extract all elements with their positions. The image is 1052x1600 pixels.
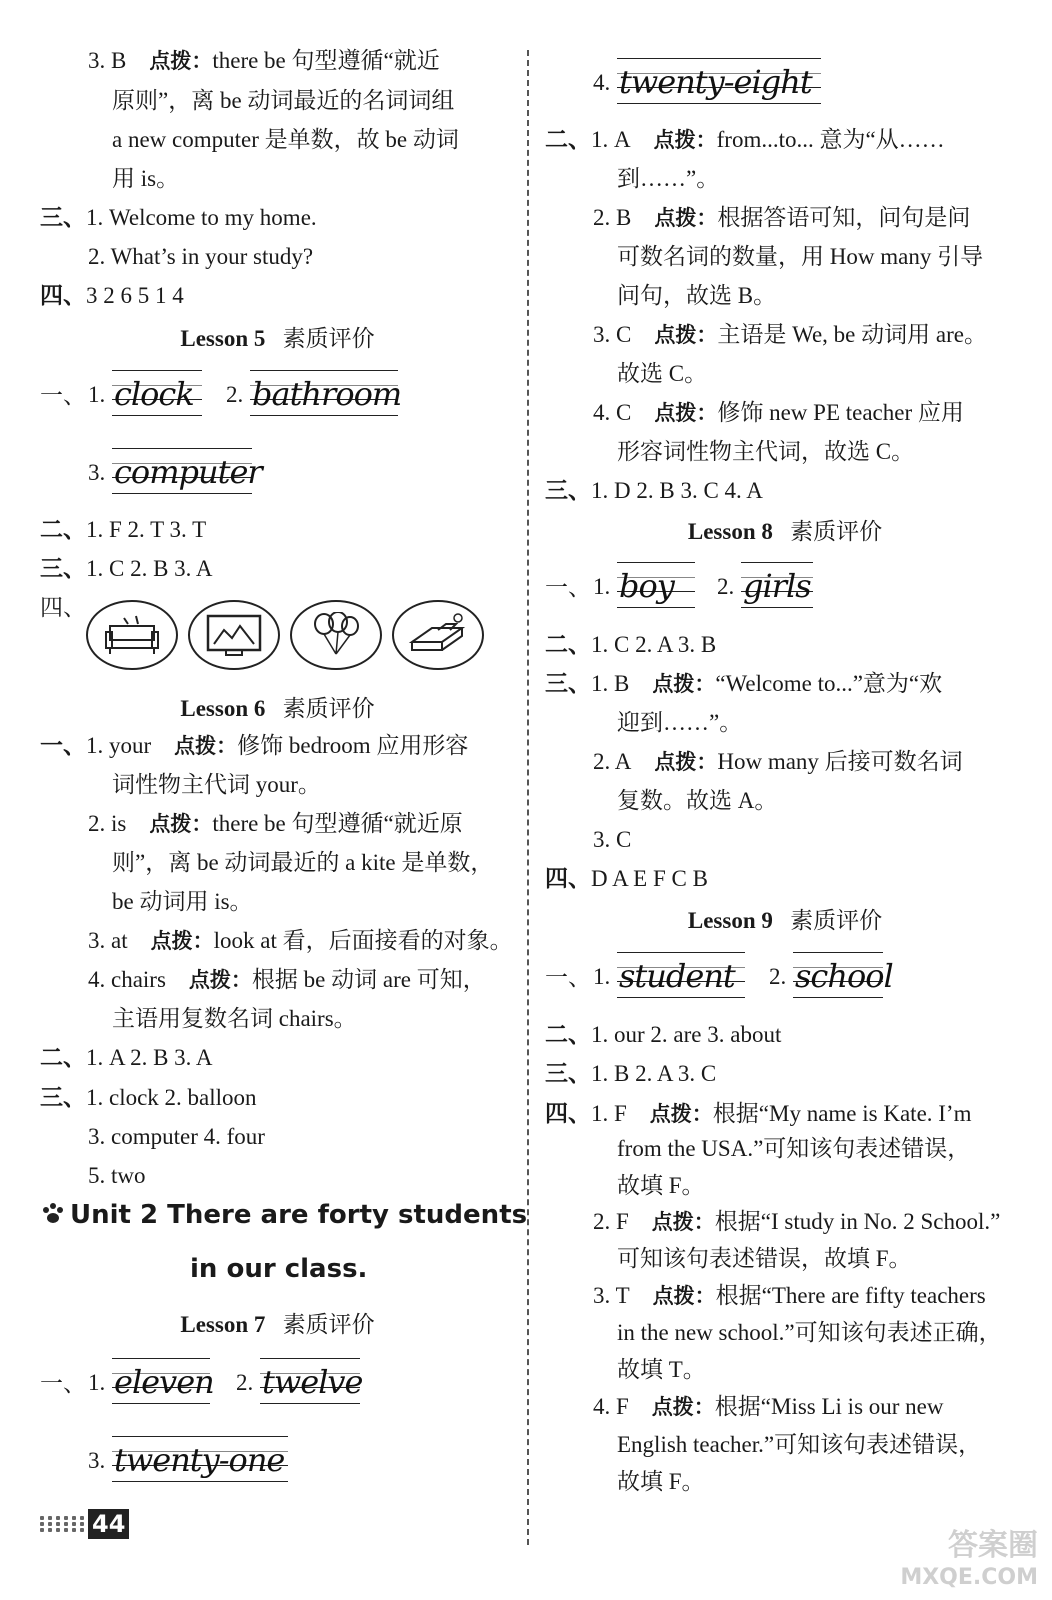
hint-keyword: 点拨： <box>652 1284 716 1308</box>
lesson-heading: Lesson 6 素质评价 <box>180 696 375 721</box>
answer-line: 故填 F。 <box>617 1173 705 1198</box>
answer-line: 故填 F。 <box>617 1469 705 1494</box>
tv-icon <box>188 600 280 670</box>
section-label: 三、 <box>545 671 591 696</box>
answer-line: 迎到……”。 <box>617 710 743 735</box>
answer-line: a new computer 是单数，故 be 动词 <box>112 127 459 152</box>
answer-line: 二、1. A 2. B 3. A <box>40 1045 213 1070</box>
answer-line: English teacher.”可知该句表述错误， <box>617 1432 982 1457</box>
hint-keyword: 点拨： <box>651 1210 715 1234</box>
answer-line: 则”，离 be 动词最近的 a kite 是单数， <box>112 850 494 875</box>
section-label: 一、 <box>40 1371 86 1396</box>
answer-line: 到……”。 <box>617 166 720 191</box>
hint-keyword: 点拨： <box>649 1102 713 1126</box>
answer-line: 三、1. C 2. B 3. A <box>40 556 213 581</box>
answer-line: 四、1. F 点拨：根据“My name is Kate. I’m <box>545 1101 972 1126</box>
answer-line: 2. A 点拨：How many 后接可数名词 <box>593 749 963 774</box>
section-label: 二、 <box>545 127 591 152</box>
bed-icon <box>392 600 484 670</box>
page-number: 44 <box>40 1508 129 1540</box>
answer-line: 二、1. A 点拨：from...to... 意为“从…… <box>545 127 945 152</box>
section-label: 四、 <box>545 1101 591 1126</box>
answer-line: 可数名词的数量，用 How many 引导 <box>617 244 984 269</box>
answer-line: 二、1. C 2. A 3. B <box>545 632 717 657</box>
hint-keyword: 点拨： <box>654 750 718 774</box>
section-label: 四、 <box>40 595 86 620</box>
answer-line: 3. C 点拨：主语是 We, be 动词用 are。 <box>593 322 987 347</box>
handwriting-answer: computer <box>112 448 252 494</box>
answer-line: 四、3 2 6 5 1 4 <box>40 283 184 308</box>
answer-line: 故填 T。 <box>617 1357 706 1382</box>
answer-line: 三、1. B 2. A 3. C <box>545 1061 717 1086</box>
dot-pattern <box>40 1516 86 1532</box>
answer-line: 2. is 点拨：there be 句型遵循“就近原 <box>88 811 463 836</box>
answer-line: in the new school.”可知该句表述正确， <box>617 1320 1002 1345</box>
answer-line: 用 is。 <box>112 166 180 191</box>
handwriting-answer: school <box>793 952 883 998</box>
lesson-heading: Lesson 9 素质评价 <box>687 908 883 933</box>
answer-line: 二、1. F 2. T 3. T <box>40 517 207 542</box>
answer-line: 4. C 点拨：修饰 new PE teacher 应用 <box>593 400 964 425</box>
hint-keyword: 点拨： <box>174 734 238 758</box>
section-label: 四、 <box>545 866 591 891</box>
answer-line: 形容词性物主代词，故选 C。 <box>617 439 915 464</box>
sofa-icon <box>86 600 178 670</box>
hint-keyword: 点拨： <box>654 206 718 230</box>
hint-keyword: 点拨： <box>150 929 214 953</box>
unit-title: in our class. <box>190 1254 368 1284</box>
section-label: 一、 <box>545 575 591 600</box>
answer-line: 三、1. B 点拨：“Welcome to...”意为“欢 <box>545 671 943 696</box>
handwriting-answer: twelve <box>260 1358 360 1404</box>
answer-line: 3. computer 4. four <box>88 1124 265 1149</box>
lesson-heading: Lesson 7 素质评价 <box>180 1312 375 1337</box>
answer-line: 原则”，离 be 动词最近的名词词组 <box>112 88 455 113</box>
lesson-heading: Lesson 5 素质评价 <box>180 326 375 351</box>
section-label: 三、 <box>40 1085 86 1110</box>
hint-keyword: 点拨： <box>149 812 213 836</box>
answer-line: 一、1. your 点拨：修饰 bedroom 应用形容 <box>40 733 469 758</box>
handwriting-answer: student <box>617 952 745 998</box>
unit-title: Unit 2 There are forty students <box>40 1200 527 1230</box>
answer-line: 3. at 点拨：look at 看，后面接看的对象。 <box>88 928 513 953</box>
answer-line: 2. B 点拨：根据答语可知，问句是问 <box>593 205 971 230</box>
watermark: 答案圈 MXQE.COM <box>900 1528 1038 1590</box>
answer-line: 2. What’s in your study? <box>88 244 314 269</box>
answer-line: 3. B 点拨：there be 句型遵循“就近 <box>88 48 440 73</box>
answer-line: 词性物主代词 your。 <box>112 772 321 797</box>
answer-line: 主语用复数名词 chairs。 <box>112 1006 357 1031</box>
answer-line: 2. F 点拨：根据“I study in No. 2 School.” <box>593 1209 1001 1234</box>
paw-icon <box>40 1202 66 1226</box>
answer-line: from the USA.”可知该句表述错误， <box>617 1136 971 1161</box>
section-label: 三、 <box>545 478 591 503</box>
section-label: 一、 <box>40 383 86 408</box>
handwriting-answer: eleven <box>112 1358 210 1404</box>
lesson-heading: Lesson 8 素质评价 <box>687 519 883 544</box>
hint-keyword: 点拨： <box>652 672 716 696</box>
answer-line: 三、1. Welcome to my home. <box>40 205 317 230</box>
section-label: 三、 <box>40 205 86 230</box>
section-label: 二、 <box>545 632 591 657</box>
section-label: 三、 <box>40 556 86 581</box>
handwriting-answer: twenty-one <box>112 1436 288 1482</box>
answer-line: 故选 C。 <box>617 361 708 386</box>
answer-line: 3. T 点拨：根据“There are fifty teachers <box>593 1283 986 1308</box>
section-label: 一、 <box>545 965 591 990</box>
answer-line: 4. chairs 点拨：根据 be 动词 are 可知， <box>88 967 486 992</box>
hint-keyword: 点拨： <box>654 401 718 425</box>
answer-line: 三、1. clock 2. balloon <box>40 1085 257 1110</box>
handwriting-answer: clock <box>112 370 202 416</box>
answer-line: 可知该句表述错误，故填 F。 <box>617 1246 912 1271</box>
section-label: 三、 <box>545 1061 591 1086</box>
handwriting-answer: bathroom <box>250 370 398 416</box>
section-label: 二、 <box>545 1022 591 1047</box>
section-label: 二、 <box>40 1045 86 1070</box>
answer-line: 四、D A E F C B <box>545 866 708 891</box>
section-label: 二、 <box>40 517 86 542</box>
section-label: 四、 <box>40 283 86 308</box>
answer-line: be 动词用 is。 <box>112 889 253 914</box>
handwriting-answer: girls <box>741 562 813 608</box>
hint-keyword: 点拨： <box>149 49 213 73</box>
hint-keyword: 点拨： <box>651 1395 715 1419</box>
handwriting-answer: boy <box>617 562 695 608</box>
answer-line: 二、1. our 2. are 3. about <box>545 1022 782 1047</box>
handwriting-answer: twenty-eight <box>617 58 821 104</box>
section-label: 一、 <box>40 733 86 758</box>
hint-keyword: 点拨： <box>654 323 718 347</box>
answer-line: 5. two <box>88 1163 146 1188</box>
balloons-icon <box>290 600 382 670</box>
answer-line: 问句，故选 B。 <box>617 283 777 308</box>
answer-line: 3. C <box>593 827 632 852</box>
answer-line: 三、1. D 2. B 3. C 4. A <box>545 478 763 503</box>
hint-keyword: 点拨： <box>188 968 252 992</box>
answer-line: 4. F 点拨：根据“Miss Li is our new <box>593 1394 944 1419</box>
hint-keyword: 点拨： <box>653 128 717 152</box>
column-divider <box>527 50 529 1545</box>
answer-line: 复数。故选 A。 <box>617 788 778 813</box>
